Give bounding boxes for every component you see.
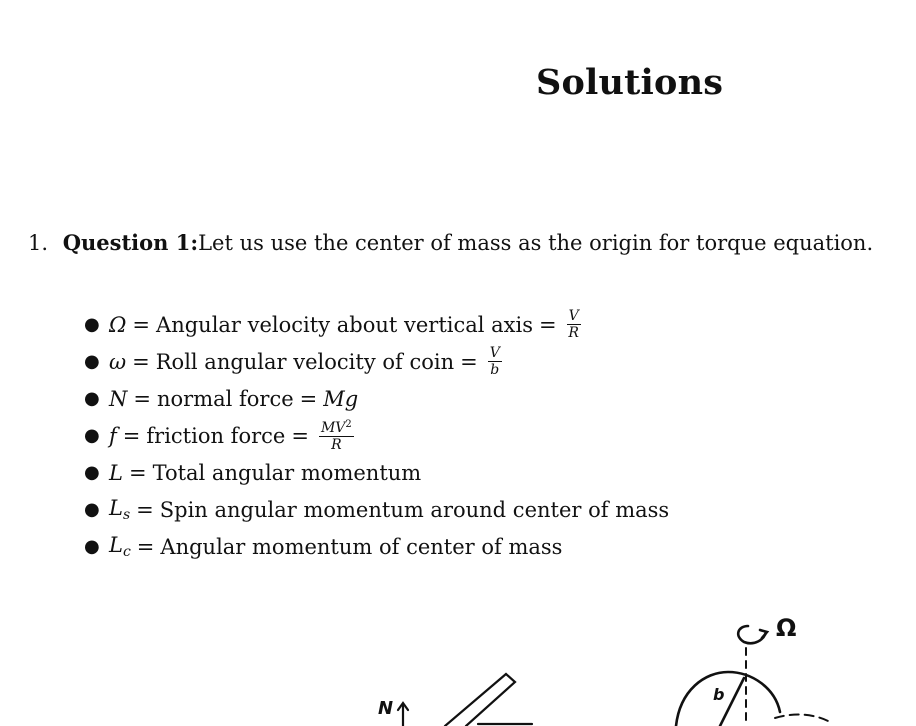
path-dashed <box>775 715 830 722</box>
list-item: ● $L_c$ = Angular momentum of center of mass <box>84 533 563 560</box>
omega-label: Ω <box>776 614 797 642</box>
rotation-arrow-icon <box>738 626 766 643</box>
list-item: ● N = normal force = Mg <box>84 386 359 411</box>
bullet-icon: ● <box>84 499 100 520</box>
hand-drawn-sketch <box>0 600 916 726</box>
list-item: ● ω = Roll angular velocity of coin = $\frac{V}{b}$ <box>84 345 500 378</box>
list-item: ● $L_s$ = Spin angular momentum around center of mass <box>84 496 670 523</box>
question-text: Let us use the center of mass as the origin for torque equation. <box>198 231 874 255</box>
left-sketch <box>378 674 532 726</box>
page-title: Solutions <box>536 62 724 103</box>
bullet-icon: ● <box>84 425 100 446</box>
bullet-icon: ● <box>84 388 100 409</box>
arrow-head-icon <box>760 630 767 638</box>
coin-edge <box>445 674 515 726</box>
fraction: $\frac{V}{b}$ <box>489 345 500 378</box>
symbol: f <box>109 423 117 448</box>
definition-text: Roll angular velocity of coin <box>155 349 455 374</box>
right-sketch <box>676 614 830 726</box>
list-item: ● L = Total angular momentum <box>84 460 422 485</box>
question-1 <box>28 230 873 255</box>
symbol: ω <box>109 349 127 374</box>
list-item: ● Ω = Angular velocity about vertical axis = $\frac{V}{R}$ <box>84 308 579 341</box>
bullet-icon: ● <box>84 462 100 483</box>
bullet-icon: ● <box>84 351 100 372</box>
symbol: $L_s$ <box>109 496 131 523</box>
definitions-list <box>84 306 669 565</box>
definition-text: Spin angular momentum around center of mass <box>159 497 670 522</box>
question-label: Question 1: <box>62 230 199 255</box>
definition-text: Angular momentum of center of mass <box>160 534 563 559</box>
fraction: $\frac{MV^2}{R}$ <box>320 418 352 453</box>
symbol: L <box>109 460 123 485</box>
question-number: 1. <box>28 231 49 255</box>
bullet-icon: ● <box>84 536 100 557</box>
symbol: N <box>109 386 128 411</box>
definition-text: Total angular momentum <box>152 460 422 485</box>
definition-value: Mg <box>323 386 359 411</box>
list-item: ● f = friction force = $\frac{MV^2}{R}$ <box>84 418 352 453</box>
symbol: Ω <box>109 312 127 337</box>
normal-force-label: N <box>378 698 394 719</box>
bullet-icon: ● <box>84 314 100 335</box>
definition-text: friction force <box>146 423 286 448</box>
fraction: $\frac{V}{R}$ <box>568 308 579 341</box>
symbol: $L_c$ <box>109 533 131 560</box>
radius-label: b <box>713 685 725 704</box>
coin-circle <box>676 672 780 726</box>
definition-text: normal force <box>156 386 294 411</box>
definition-text: Angular velocity about vertical axis <box>156 312 534 337</box>
